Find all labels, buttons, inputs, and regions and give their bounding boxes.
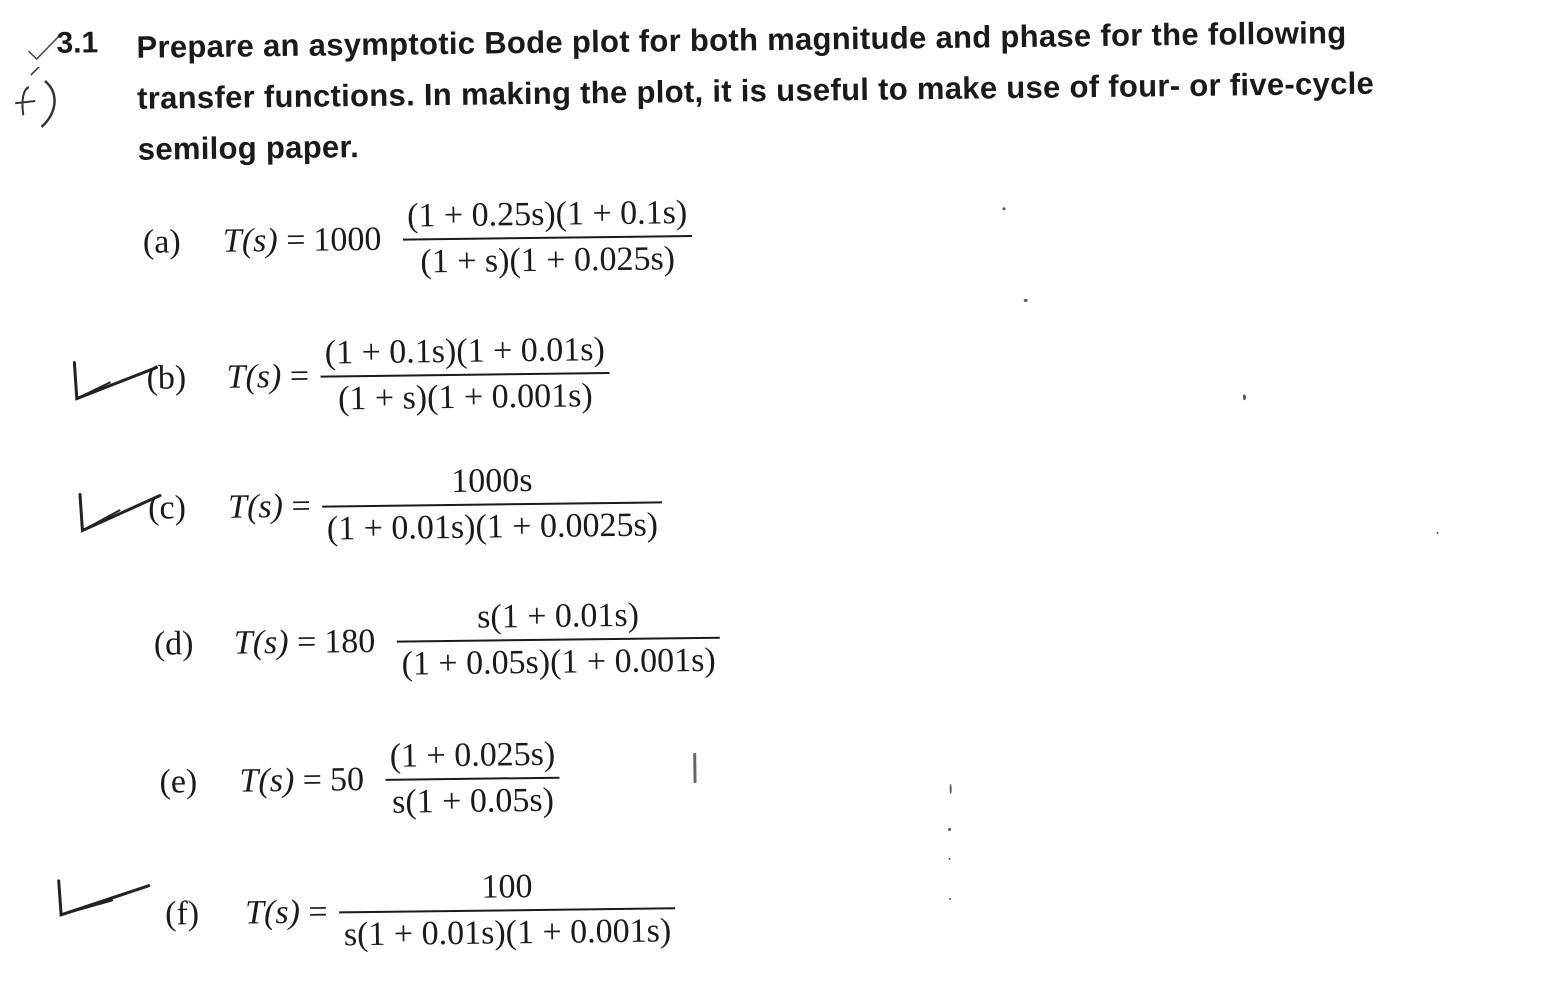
equation-b (146, 328, 610, 424)
equation-d (153, 593, 720, 690)
equation-lhs: T(s) = (227, 487, 311, 526)
scan-speck (949, 898, 951, 900)
numerator: (1 + 0.025s) (389, 735, 556, 775)
numerator: 100 (481, 868, 533, 906)
numerator: s(1 + 0.01s) (476, 596, 640, 636)
problem-text-line: transfer functions. In making the plot, it is useful to make use of four- or five-cycle (136, 65, 1375, 116)
fraction (322, 457, 662, 551)
handwritten-margin-note (1, 67, 72, 138)
scan-speck (948, 828, 951, 831)
denominator: (1 + s)(1 + 0.025s) (420, 240, 676, 281)
numerator: (1 + 0.1s)(1 + 0.01s) (324, 331, 606, 372)
equation-lhs: T(s) = (244, 893, 328, 932)
equation-label: (a) (142, 223, 181, 261)
denominator: s(1 + 0.01s)(1 + 0.001s) (343, 912, 672, 954)
problem-text-line: Prepare an asymptotic Bode plot for both magnitude and phase for the following (136, 15, 1347, 65)
equation-coefficient: 180 (324, 622, 376, 661)
fraction (339, 863, 675, 957)
scan-speck (693, 753, 696, 783)
equation-lhs: T(s) = (222, 221, 306, 260)
equation-label: (e) (159, 763, 198, 801)
problem-statement (136, 6, 1468, 175)
problem-text-line: semilog paper. (137, 129, 360, 167)
fraction (397, 593, 720, 687)
equation-a (142, 191, 692, 288)
equation-c (148, 457, 663, 553)
fraction (385, 733, 560, 825)
scan-speck (1243, 394, 1246, 400)
equation-lhs: T(s) = (226, 357, 310, 396)
equation-f (165, 863, 676, 959)
equation-lhs: T(s) = (239, 761, 323, 800)
numerator: (1 + 0.25s)(1 + 0.1s) (406, 194, 688, 235)
scan-speck (1003, 207, 1006, 210)
scan-speck (1437, 532, 1439, 534)
equation-lhs: T(s) = (233, 623, 317, 662)
equation-coefficient: 1000 (313, 220, 382, 259)
denominator: (1 + s)(1 + 0.001s) (337, 377, 593, 418)
equation-coefficient: 50 (329, 761, 365, 799)
equation-label: (c) (147, 489, 187, 527)
numerator: 1000s (451, 461, 533, 500)
equation-e (159, 733, 560, 828)
fraction (403, 191, 692, 285)
denominator: s(1 + 0.05s) (391, 781, 555, 821)
scan-speck (950, 784, 952, 794)
scan-speck (948, 858, 950, 860)
scan-speck (1024, 299, 1028, 302)
equation-label: (d) (153, 625, 194, 663)
problem-number: 3.1 (56, 26, 99, 60)
denominator: (1 + 0.01s)(1 + 0.0025s) (326, 506, 659, 548)
fraction (321, 328, 610, 422)
equation-label: (f) (164, 895, 200, 933)
equation-label: (b) (146, 359, 187, 397)
denominator: (1 + 0.05s)(1 + 0.001s) (401, 641, 716, 683)
checkmark-icon (53, 874, 154, 923)
